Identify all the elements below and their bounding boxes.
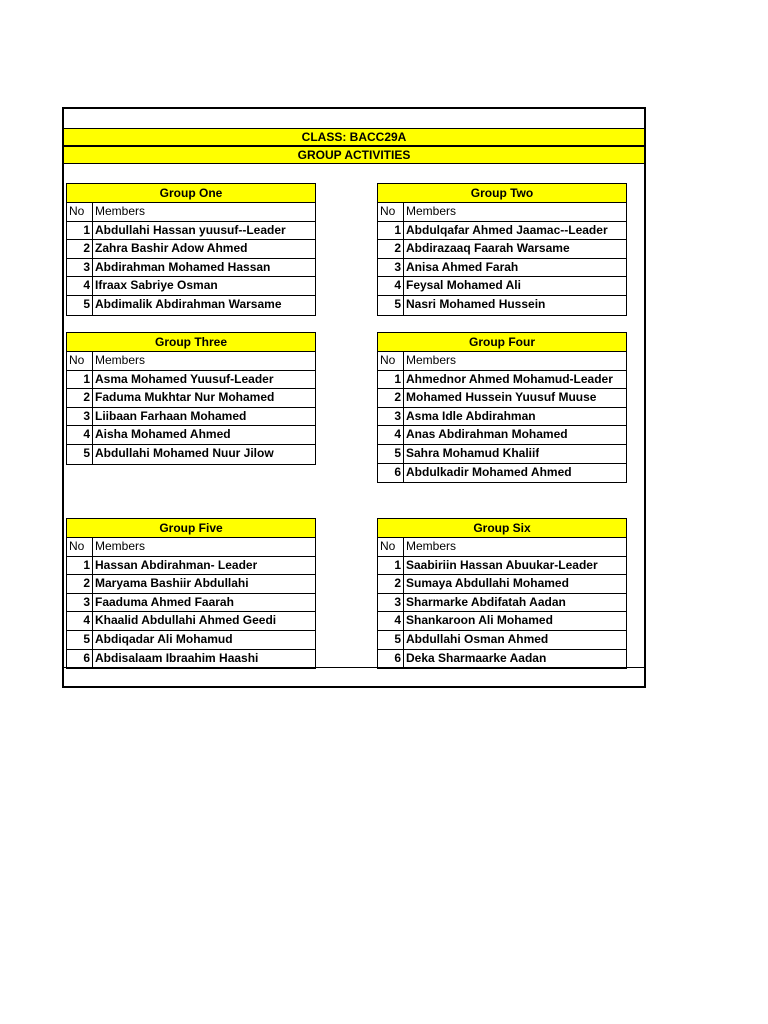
member-number: 4 <box>67 612 93 630</box>
member-row <box>378 631 626 650</box>
member-name: Abdimalik Abdirahman Warsame <box>95 296 282 311</box>
member-name: Abdullahi Osman Ahmed <box>406 631 549 646</box>
member-row <box>378 612 626 631</box>
no-column-header: No <box>378 538 404 556</box>
members-column-header: Members <box>95 204 146 218</box>
column-header-row <box>378 352 626 371</box>
member-name: Abdullahi Mohamed Nuur Jilow <box>95 445 274 460</box>
group-one-table <box>66 183 316 316</box>
member-name: Asma Mohamed Yuusuf-Leader <box>95 371 274 386</box>
members-column-header: Members <box>95 353 146 367</box>
group-title: Group Five <box>67 519 315 538</box>
member-row <box>67 259 315 278</box>
member-row <box>378 277 626 296</box>
member-row <box>378 650 626 669</box>
members-column-header: Members <box>406 353 457 367</box>
member-number: 5 <box>378 296 404 315</box>
member-row <box>378 408 626 427</box>
member-name: Anas Abdirahman Mohamed <box>406 427 568 442</box>
member-name: Abdullahi Hassan yuusuf--Leader <box>95 222 286 237</box>
member-name: Sumaya Abdullahi Mohamed <box>406 576 569 591</box>
member-number: 1 <box>378 371 404 389</box>
column-header-row <box>67 538 315 557</box>
member-number: 4 <box>67 426 93 444</box>
member-number: 2 <box>67 240 93 258</box>
member-name: Shankaroon Ali Mohamed <box>406 613 553 628</box>
member-name: Feysal Mohamed Ali <box>406 278 521 293</box>
members-column-header: Members <box>95 539 146 553</box>
member-row <box>378 389 626 408</box>
group-title: Group Two <box>378 184 626 203</box>
member-name: Nasri Mohamed Hussein <box>406 296 546 311</box>
group-six-table <box>377 518 627 669</box>
member-number: 5 <box>378 631 404 649</box>
member-row <box>378 371 626 390</box>
member-row <box>378 259 626 278</box>
member-name: Maryama Bashiir Abdullahi <box>95 576 249 591</box>
member-number: 4 <box>67 277 93 295</box>
member-name: Liibaan Farhaan Mohamed <box>95 408 247 423</box>
member-name: Abdirahman Mohamed Hassan <box>95 259 271 274</box>
no-column-header: No <box>67 352 93 370</box>
member-number: 1 <box>378 222 404 240</box>
member-number: 3 <box>378 259 404 277</box>
member-name: Hassan Abdirahman- Leader <box>95 557 258 572</box>
group-title: Group One <box>67 184 315 203</box>
member-row <box>378 464 626 483</box>
member-name: Ifraax Sabriye Osman <box>95 278 218 293</box>
member-number: 4 <box>378 277 404 295</box>
member-number: 6 <box>378 650 404 669</box>
member-number: 1 <box>378 557 404 575</box>
members-column-header: Members <box>406 539 457 553</box>
member-name: Abdisalaam Ibraahim Haashi <box>95 650 259 665</box>
member-row <box>67 612 315 631</box>
member-name: Deka Sharmaarke Aadan <box>406 650 547 665</box>
member-number: 1 <box>67 222 93 240</box>
member-row <box>67 445 315 464</box>
member-name: Anisa Ahmed Farah <box>406 259 519 274</box>
member-name: Faaduma Ahmed Faarah <box>95 594 234 609</box>
class-title: CLASS: BACC29A <box>64 128 644 146</box>
member-number: 5 <box>378 445 404 463</box>
column-header-row <box>67 203 315 222</box>
member-row <box>378 445 626 464</box>
group-five-table <box>66 518 316 669</box>
member-number: 2 <box>378 575 404 593</box>
member-row <box>378 426 626 445</box>
member-number: 6 <box>67 650 93 669</box>
group-four-table <box>377 332 627 483</box>
member-row <box>378 557 626 576</box>
group-sheet <box>62 107 646 688</box>
member-name: Abdulkadir Mohamed Ahmed <box>406 464 572 479</box>
member-number: 6 <box>378 464 404 483</box>
member-row <box>67 371 315 390</box>
member-number: 3 <box>67 594 93 612</box>
member-name: Abdiqadar Ali Mohamud <box>95 631 233 646</box>
member-row <box>378 222 626 241</box>
member-number: 3 <box>67 408 93 426</box>
member-name: Zahra Bashir Adow Ahmed <box>95 241 248 256</box>
column-header-row <box>378 203 626 222</box>
no-column-header: No <box>67 538 93 556</box>
member-row <box>67 426 315 445</box>
member-row <box>67 240 315 259</box>
member-number: 4 <box>378 612 404 630</box>
member-number: 1 <box>67 557 93 575</box>
member-number: 2 <box>378 240 404 258</box>
member-number: 5 <box>67 445 93 464</box>
group-title: Group Three <box>67 333 315 352</box>
member-row <box>67 277 315 296</box>
activity-title: GROUP ACTIVITIES <box>64 146 644 164</box>
member-number: 2 <box>67 575 93 593</box>
member-name: Khaalid Abdullahi Ahmed Geedi <box>95 613 277 628</box>
member-name: Abdirazaaq Faarah Warsame <box>406 241 570 256</box>
column-header-row <box>67 352 315 371</box>
no-column-header: No <box>378 203 404 221</box>
member-number: 1 <box>67 371 93 389</box>
member-number: 5 <box>67 631 93 649</box>
no-column-header: No <box>378 352 404 370</box>
member-name: Saabiriin Hassan Abuukar-Leader <box>406 557 598 572</box>
member-row <box>67 650 315 669</box>
member-name: Faduma Mukhtar Nur Mohamed <box>95 390 275 405</box>
member-row <box>378 296 626 315</box>
member-row <box>378 240 626 259</box>
members-column-header: Members <box>406 204 457 218</box>
group-three-table <box>66 332 316 465</box>
member-row <box>67 594 315 613</box>
member-name: Sahra Mohamud Khaliif <box>406 445 540 460</box>
member-number: 3 <box>378 408 404 426</box>
member-row <box>378 575 626 594</box>
member-name: Mohamed Hussein Yuusuf Muuse <box>406 390 597 405</box>
member-row <box>67 631 315 650</box>
member-number: 2 <box>67 389 93 407</box>
member-name: Aisha Mohamed Ahmed <box>95 427 231 442</box>
member-row <box>67 408 315 427</box>
member-number: 3 <box>378 594 404 612</box>
no-column-header: No <box>67 203 93 221</box>
member-row <box>67 389 315 408</box>
member-row <box>67 296 315 315</box>
member-number: 4 <box>378 426 404 444</box>
group-two-table <box>377 183 627 316</box>
member-name: Abdulqafar Ahmed Jaamac--Leader <box>406 222 608 237</box>
group-title: Group Four <box>378 333 626 352</box>
member-number: 3 <box>67 259 93 277</box>
member-name: Sharmarke Abdifatah Aadan <box>406 594 566 609</box>
member-number: 2 <box>378 389 404 407</box>
column-header-row <box>378 538 626 557</box>
member-name: Asma Idle Abdirahman <box>406 408 536 423</box>
member-row <box>67 575 315 594</box>
member-name: Ahmednor Ahmed Mohamud-Leader <box>406 371 613 386</box>
member-row <box>67 222 315 241</box>
group-title: Group Six <box>378 519 626 538</box>
member-number: 5 <box>67 296 93 315</box>
member-row <box>67 557 315 576</box>
member-row <box>378 594 626 613</box>
